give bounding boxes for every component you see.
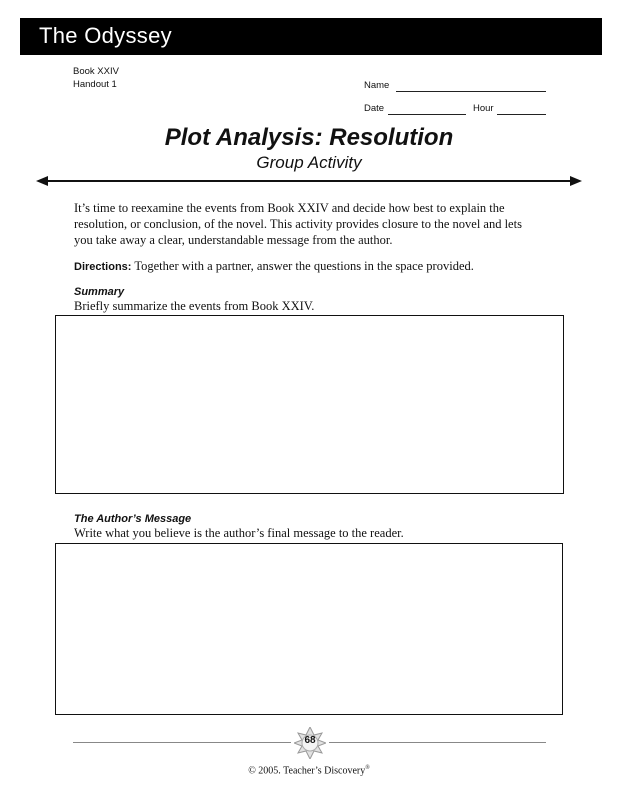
name-label: Name: [364, 80, 390, 91]
footer-rule-left: [73, 742, 291, 743]
directions-label: Directions:: [74, 261, 132, 273]
footer-rule-right: [329, 742, 546, 743]
hour-label: Hour: [473, 103, 494, 114]
page-number: 68: [304, 735, 316, 746]
copyright-notice: [0, 765, 618, 776]
directions-line: [74, 258, 534, 275]
date-field-line[interactable]: [388, 114, 466, 115]
page-subtitle: Group Activity: [256, 153, 362, 172]
registered-mark: ®: [365, 765, 370, 771]
page-title: Plot Analysis: Resolution: [164, 124, 454, 151]
document-title: The Odyssey: [39, 23, 172, 48]
directions-text: Together with a partner, answer the questions in the space provided.: [134, 259, 474, 273]
authors-message-heading: The Author’s Message: [74, 513, 192, 525]
handout-label: Handout 1: [73, 79, 117, 90]
name-field-line[interactable]: [396, 91, 546, 92]
summary-heading: Summary: [74, 286, 125, 298]
book-label: Book XXIV: [73, 66, 119, 77]
hour-field-line[interactable]: [497, 114, 546, 115]
summary-prompt: Briefly summarize the events from Book XXIV.: [74, 299, 315, 313]
authors-message-prompt: Write what you believe is the author’s final message to the reader.: [74, 526, 404, 540]
date-label: Date: [364, 103, 385, 114]
summary-answer-box[interactable]: [55, 315, 564, 494]
double-arrow-divider: [36, 174, 582, 188]
copyright-text: © 2005. Teacher’s Discovery: [248, 765, 366, 777]
intro-paragraph: It’s time to reexamine the events from Book XXIV and decide how best to explain the resolution, or conclusion, of the novel. This activity provides closure to the novel and lets you take away a clear, understandable message from the author.: [74, 201, 522, 247]
header-banner: [20, 18, 602, 55]
authors-message-answer-box[interactable]: [55, 543, 563, 715]
